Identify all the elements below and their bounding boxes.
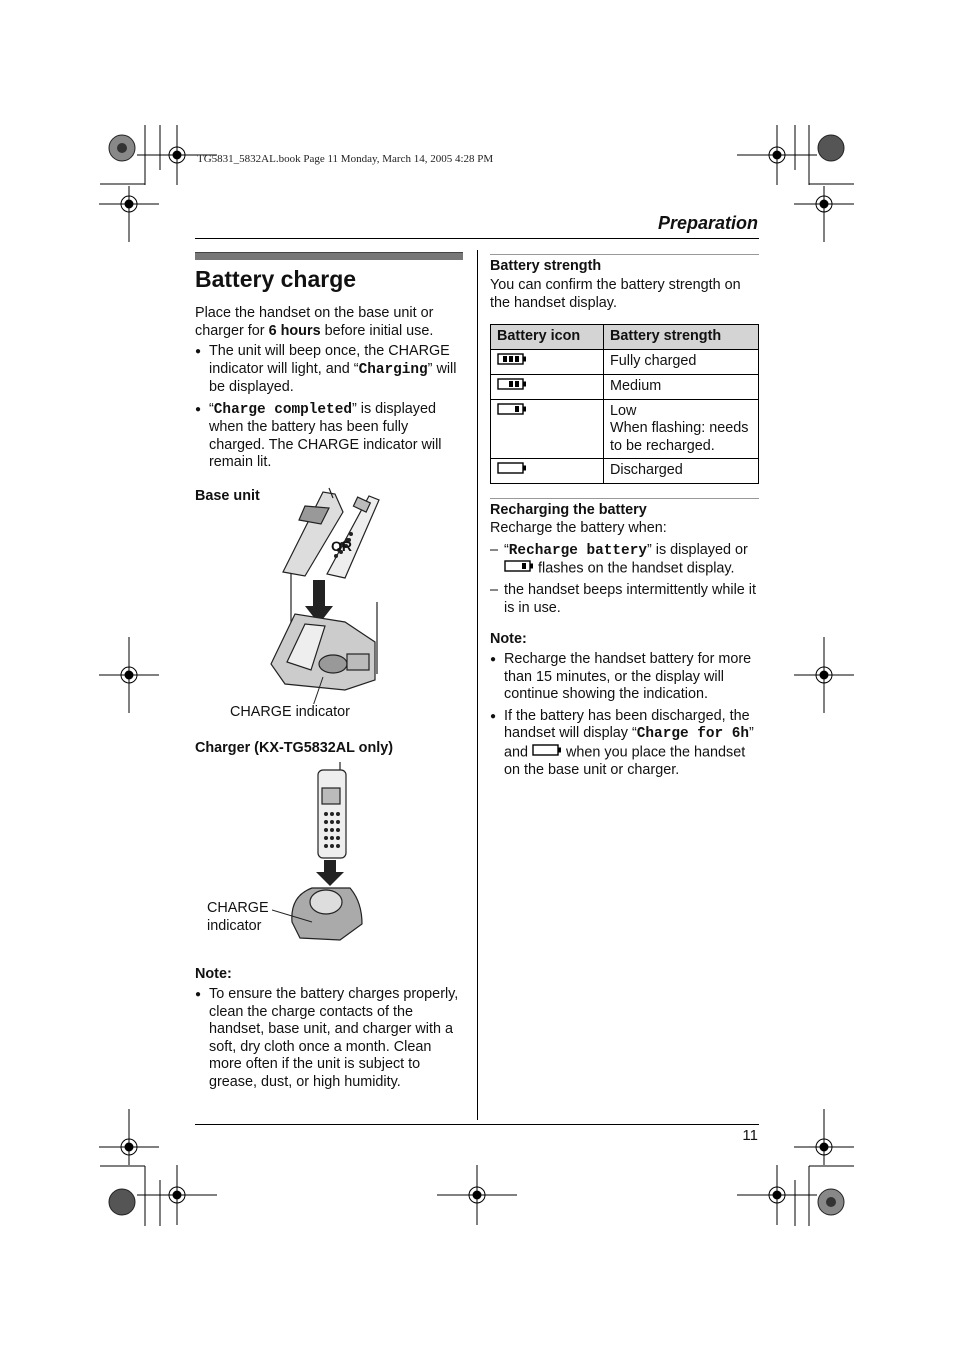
base-unit-heading: Base unit xyxy=(195,487,260,504)
table-cell xyxy=(491,374,604,399)
note-heading: Note: xyxy=(195,966,232,982)
cell-line: Low xyxy=(610,402,637,419)
list-item: ● To ensure the battery charges properly, clean the charge contacts of the handset, base unit, and charger with a soft, dry cloth once a month. Clean more often if the unit is subject to grease, dust, or high humidity. xyxy=(195,986,463,1091)
cell-line: When flashing: needs to be recharged. xyxy=(610,420,749,454)
left-column xyxy=(195,252,463,504)
table-cell: Medium xyxy=(604,374,759,399)
list-item: – the handset beeps intermittently while it is in use. xyxy=(490,582,759,617)
table-cell: Fully charged xyxy=(604,349,759,374)
charger-heading: Charger (KX-TG5832AL only) xyxy=(195,740,394,756)
title-bar xyxy=(195,252,463,260)
battery-strength-heading: Battery strength xyxy=(490,258,602,274)
battery-strength-table xyxy=(490,324,759,484)
section-title: Preparation xyxy=(657,213,758,233)
section-rule xyxy=(490,498,759,499)
column-divider xyxy=(477,250,478,1120)
list-item: ● Recharge the handset battery for more than 15 minutes, or the display will continue showing the indication. xyxy=(490,651,759,704)
battery-full-icon xyxy=(497,353,527,371)
column-header: Battery strength xyxy=(604,325,759,350)
page-title: Battery charge xyxy=(195,266,357,292)
table-cell: Discharged xyxy=(604,459,759,484)
section-rule xyxy=(490,254,759,255)
battery-empty-icon xyxy=(532,744,562,762)
column-header: Battery icon xyxy=(491,325,604,350)
battery-strength-intro: You can confirm the battery strength on the handset display. xyxy=(490,277,741,311)
print-info: TG5831_5832AL.book Page 11 Monday, March 14, 2005 4:28 PM xyxy=(197,153,494,165)
table-cell xyxy=(491,459,604,484)
figure-or-label: OR xyxy=(331,538,352,554)
note-heading: Note: xyxy=(490,631,527,648)
page-number: 11 xyxy=(742,1127,758,1144)
list-item: ● The unit will beep once, the CHARGE indicator will light, and “Charging” will be displayed. xyxy=(195,343,463,397)
caption-line: indicator xyxy=(207,917,262,934)
list-item: ● “Charge completed” is displayed when the battery has been fully charged. The CHARGE indicator will remain lit. xyxy=(195,401,463,472)
battery-medium-icon xyxy=(497,378,527,396)
list-item: – “Recharge battery” is displayed or flashes on the handset display. xyxy=(490,542,759,579)
table-cell xyxy=(604,399,759,459)
table-header-row xyxy=(491,325,759,350)
list-item: ● If the battery has been discharged, the handset will display “Charge for 6h” and when you place the handset on the base unit or charger. xyxy=(490,708,759,780)
charge-bullets xyxy=(195,343,463,472)
recharge-intro: Recharge the battery when: xyxy=(490,520,667,537)
recharge-list xyxy=(490,542,759,618)
battery-empty-icon xyxy=(497,462,527,480)
right-column xyxy=(490,254,759,783)
header-rule xyxy=(195,238,759,239)
table-cell xyxy=(491,349,604,374)
table-cell xyxy=(491,399,604,459)
battery-low-icon xyxy=(497,403,527,421)
right-note-list xyxy=(490,651,759,779)
note-list xyxy=(195,986,463,1091)
base-unit-illustration xyxy=(225,484,395,704)
intro-paragraph: Place the handset on the base unit or charger for 6 hours before initial use. xyxy=(195,305,434,339)
battery-low-icon xyxy=(504,560,534,578)
left-note xyxy=(195,966,463,1095)
charger-indicator-caption xyxy=(207,900,269,935)
recharge-heading: Recharging the battery xyxy=(490,502,647,519)
table-row xyxy=(491,459,759,484)
table-row xyxy=(491,399,759,459)
caption-leader-line xyxy=(272,906,318,926)
caption-line: CHARGE xyxy=(207,900,269,916)
charge-indicator-caption: CHARGE indicator xyxy=(230,704,350,720)
footer-rule xyxy=(195,1124,759,1125)
table-row xyxy=(491,349,759,374)
table-row xyxy=(491,374,759,399)
